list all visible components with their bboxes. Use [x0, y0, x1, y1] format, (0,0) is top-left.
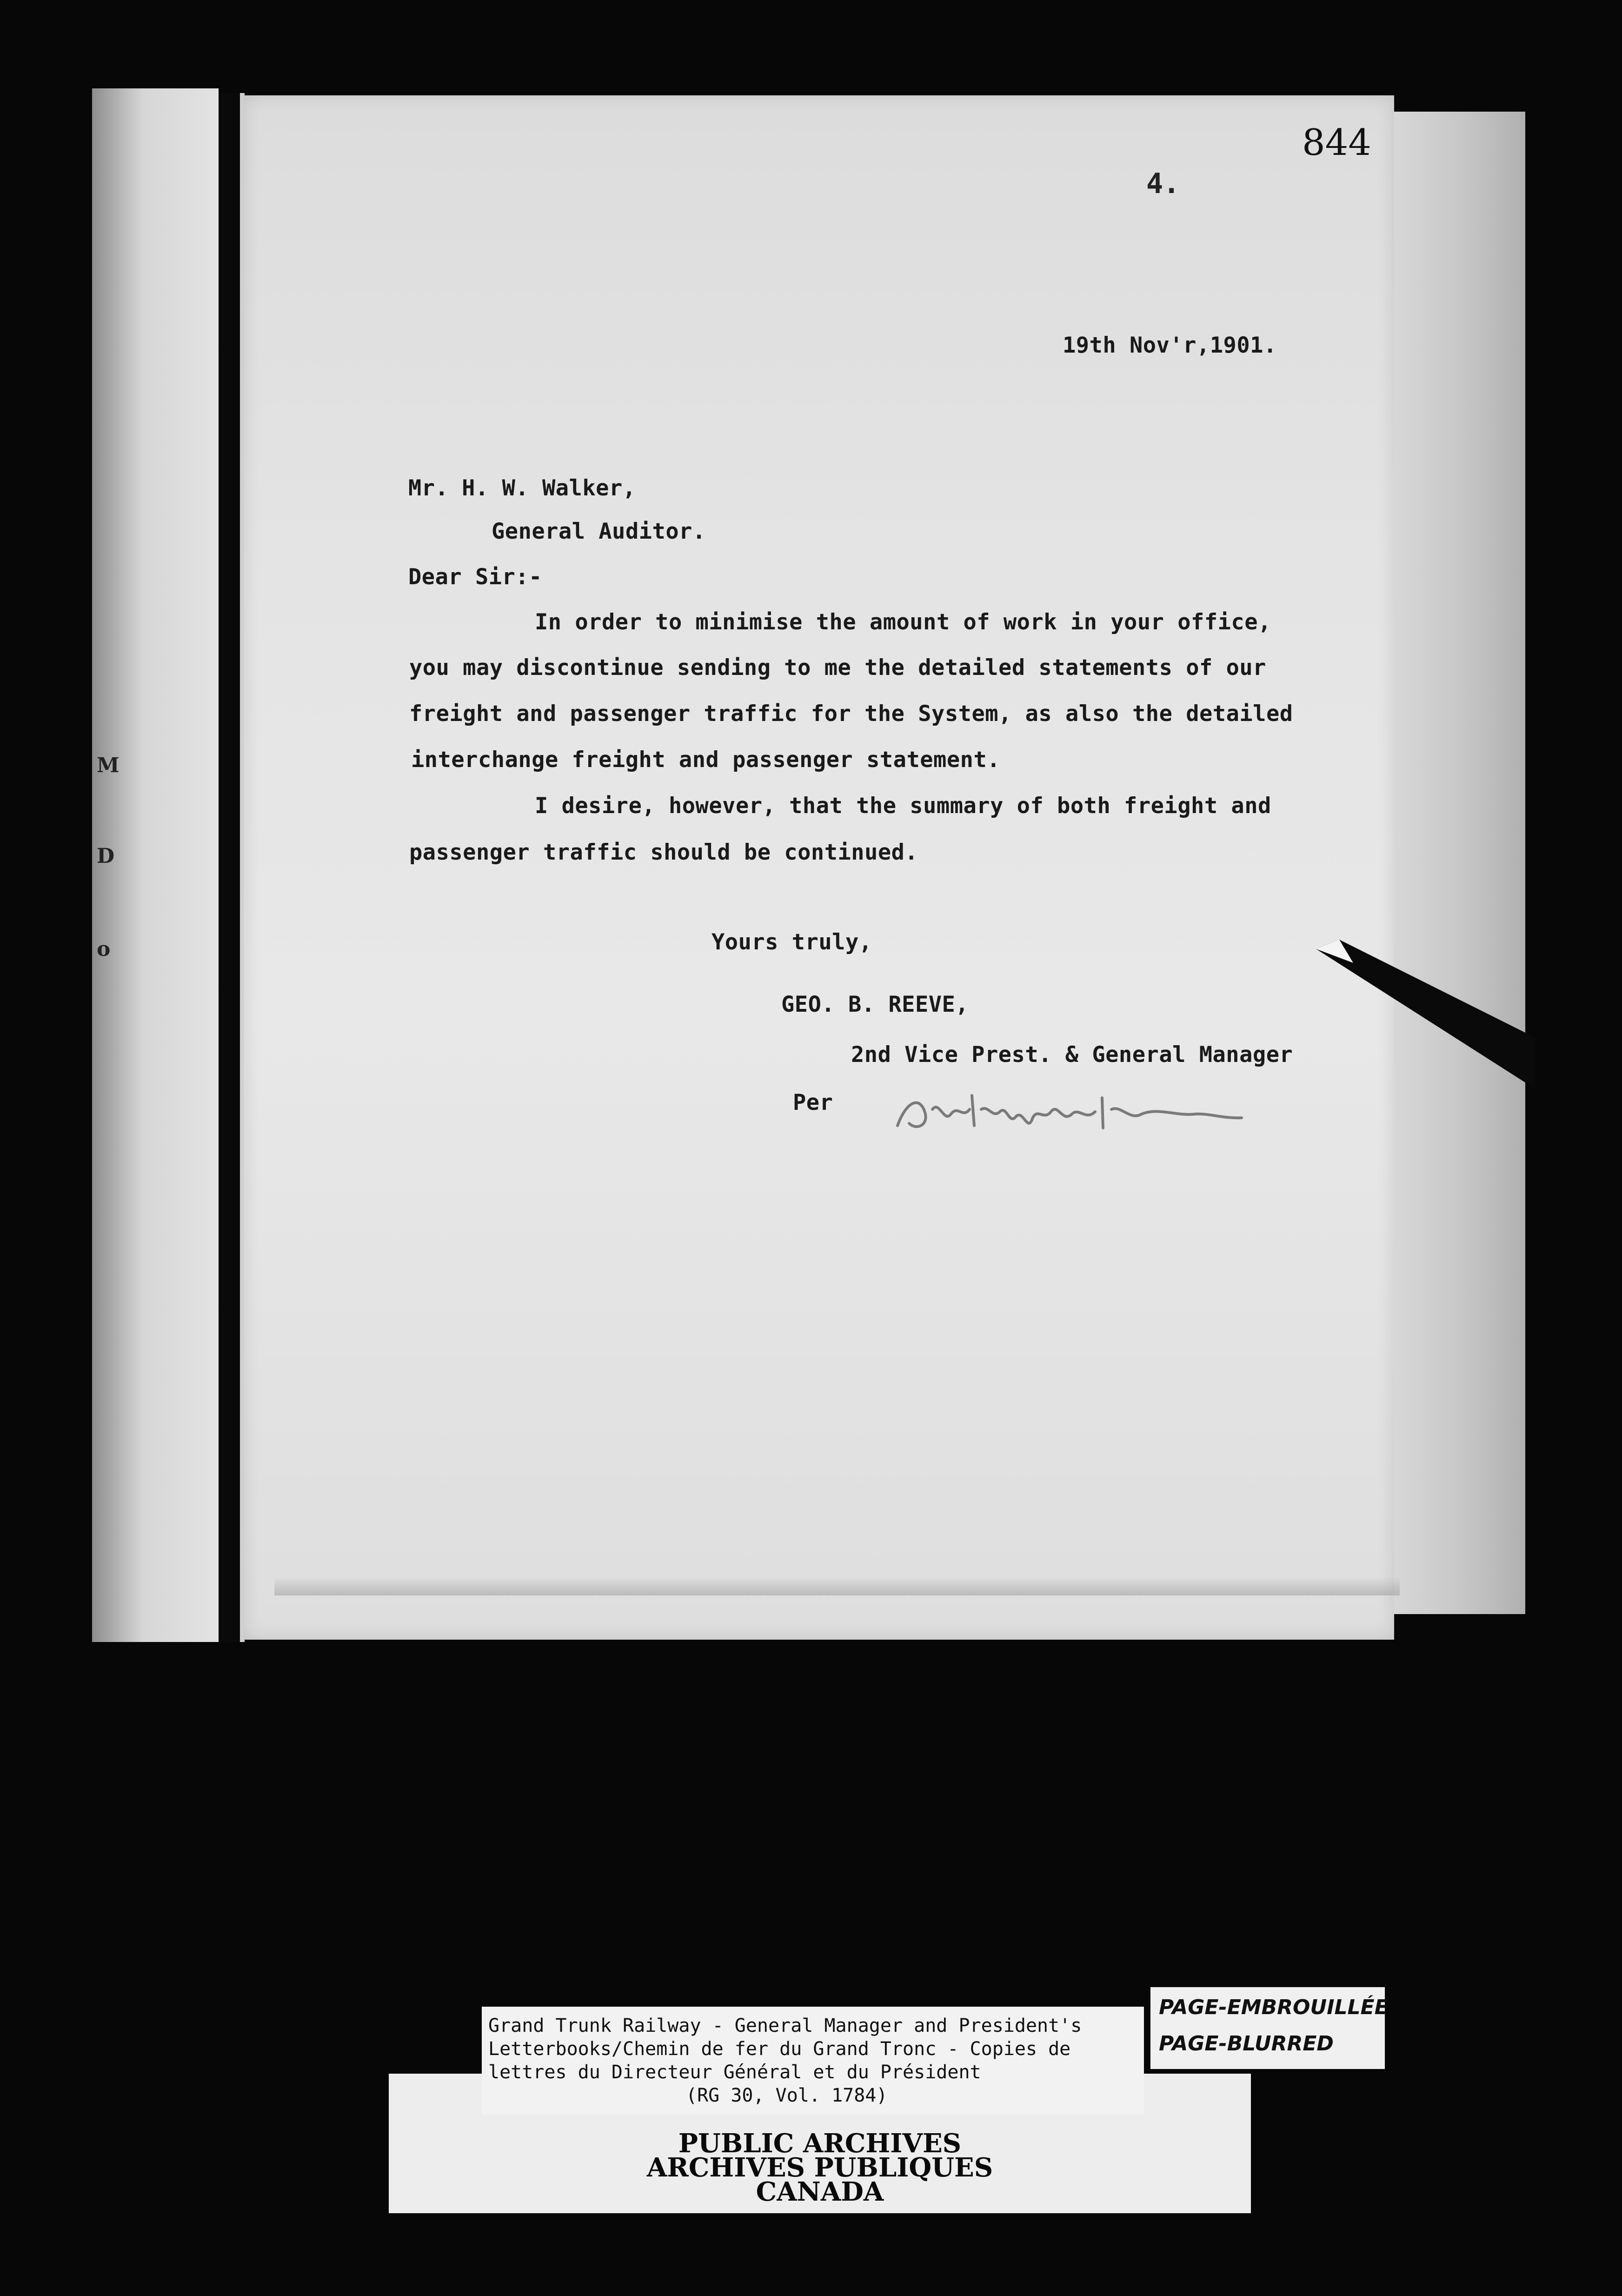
edge-mark: D — [97, 844, 115, 868]
handwritten-signature — [888, 1081, 1260, 1142]
body-line: In order to minimise the amount of work in your office, — [535, 609, 1271, 635]
body-line: interchange freight and passenger statement. — [411, 747, 1001, 773]
archive-description-line: Letterbooks/Chemin de fer du Grand Tronc - Copies de — [488, 2038, 1071, 2060]
body-line: you may discontinue sending to me the detailed statements of our — [409, 655, 1266, 681]
salutation: Dear Sir:- — [408, 564, 542, 590]
edge-mark: M — [97, 754, 120, 777]
archive-description-line: (RG 30, Vol. 1784) — [686, 2085, 888, 2106]
blur-stamp-line: PAGE-EMBROUILLÉE — [1159, 1996, 1389, 2019]
letter-page — [244, 95, 1394, 1640]
body-line: I desire, however, that the summary of both freight and — [535, 793, 1271, 819]
addressee-title: General Auditor. — [492, 519, 706, 544]
signer-name: GEO. B. REEVE, — [781, 992, 969, 1017]
edge-mark: o — [97, 937, 111, 961]
binding-shadow — [219, 93, 240, 1642]
pen-pointer-icon — [1311, 935, 1535, 1158]
underlying-page-right — [1390, 112, 1525, 1614]
archive-label-tab — [1144, 2074, 1172, 2116]
per-label: Per — [793, 1090, 833, 1115]
addressee-name: Mr. H. W. Walker, — [408, 475, 636, 501]
body-line: passenger traffic should be continued. — [409, 840, 918, 865]
body-line: freight and passenger traffic for the System, as also the detailed — [409, 701, 1293, 727]
letter-date: 19th Nov'r,1901. — [1063, 333, 1277, 358]
closing: Yours truly, — [711, 929, 872, 955]
page-number: 844 — [1302, 122, 1371, 164]
archive-description-line: Grand Trunk Railway - General Manager and President's — [488, 2015, 1082, 2036]
paper-edge-shadow — [274, 1577, 1400, 1595]
blur-stamp-line: PAGE-BLURRED — [1159, 2032, 1334, 2056]
archive-institution-line: ARCHIVES PUBLIQUES — [646, 2152, 993, 2183]
page-mark: 4. — [1146, 167, 1180, 200]
signer-title: 2nd Vice Prest. & General Manager — [851, 1042, 1293, 1068]
archive-description-line: lettres du Directeur Général et du Président — [488, 2062, 981, 2083]
archive-institution-line: PUBLIC ARCHIVES — [678, 2128, 962, 2159]
archive-institution-line: CANADA — [756, 2176, 884, 2207]
